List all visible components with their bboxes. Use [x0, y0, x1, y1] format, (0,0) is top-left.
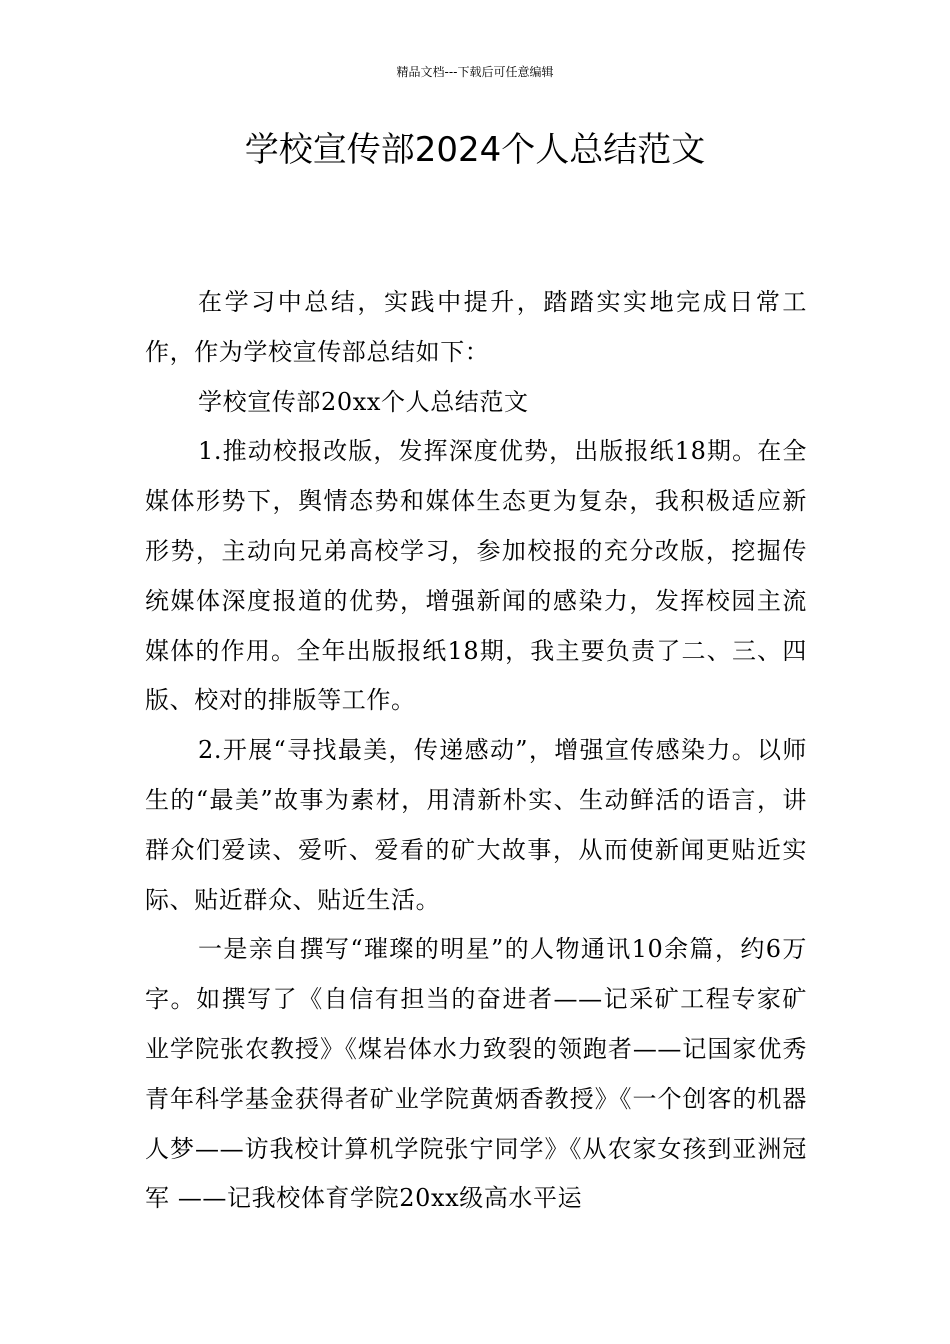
paragraph-item-2: 2.开展“寻找最美，传递感动”，增强宣传感染力。以师生的“最美”故事为素材，用清新朴实、生动鲜活的语言，讲群众们爱读、爱听、爱看的矿大故事，从而使新闻更贴近实际、贴近群众、贴近生活。 — [145, 736, 807, 914]
document-body — [145, 278, 807, 1224]
paragraph-item-1: 1.推动校报改版，发挥深度优势，出版报纸18期。在全媒体形势下，舆情态势和媒体生态更为复杂，我积极适应新形势，主动向兄弟高校学习，参加校报的充分改版，挖掘传统媒体深度报道的优势，增强新闻的感染力，发挥校园主流媒体的作用。全年出版报纸18期，我主要负责了二、三、四版、校对的排版等工作。 — [145, 437, 807, 715]
paragraph-subtitle: 学校宣传部20xx个人总结范文 — [198, 387, 529, 416]
paragraph-intro: 在学习中总结，实践中提升，踏踏实实地完成日常工作，作为学校宣传部总结如下： — [145, 288, 807, 366]
header-note: 精品文档---下载后可任意编辑 — [396, 65, 554, 79]
document-title: 学校宣传部2024个人总结范文 — [244, 130, 706, 170]
paragraph-item-2-detail: 一是亲自撰写“璀璨的明星”的人物通讯10余篇，约6万字。如撰写了《自信有担当的奋进者——记采矿工程专家矿业学院张农教授》《煤岩体水力致裂的领跑者——记国家优秀青年科学基金获得者矿业学院黄炳香教授》《一个创客的机器人梦——访我校计算机学院张宁同学》《从农家女孩到亚洲冠军 ——记我校体育学院20xx级高水平运 — [145, 935, 807, 1213]
